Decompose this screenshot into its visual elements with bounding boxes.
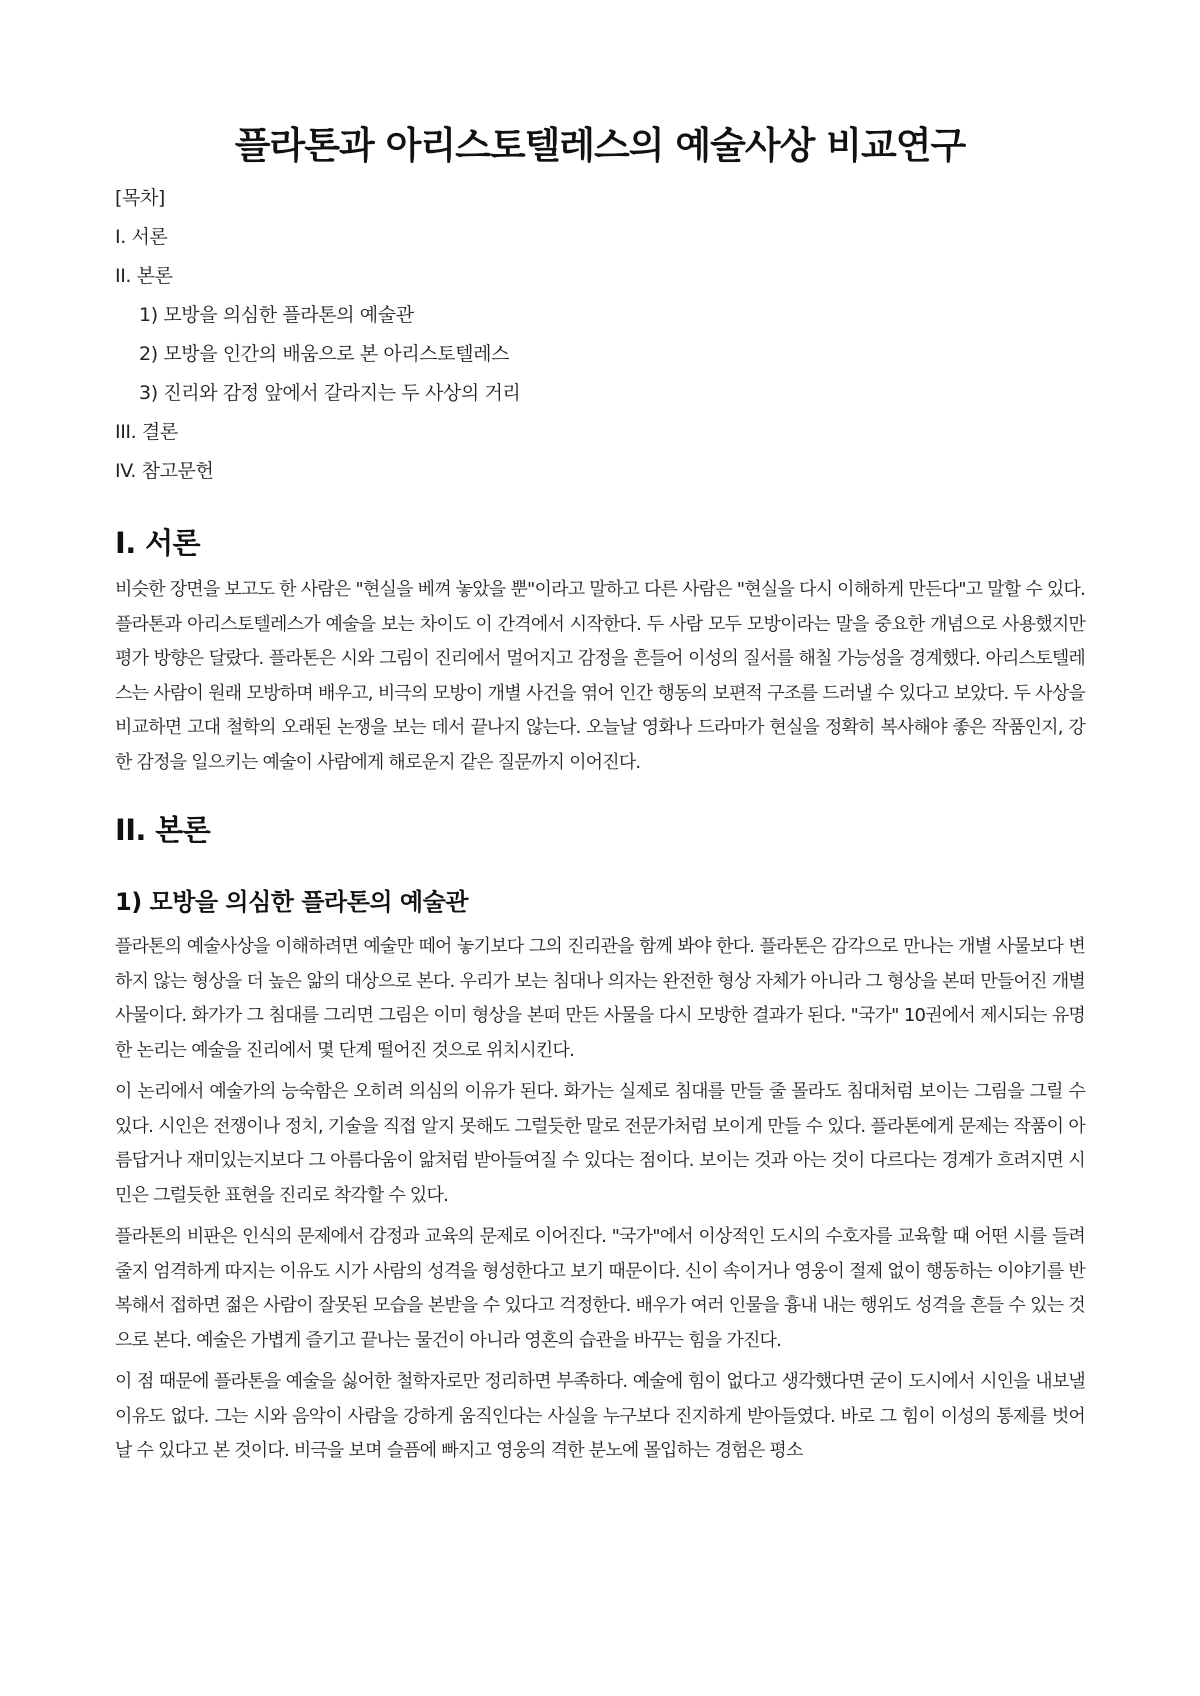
toc-item-intro: I. 서론	[115, 226, 168, 248]
toc-item-body-sub1: 1) 모방을 의심한 플라톤의 예술관	[139, 304, 414, 326]
toc-item-body-sub3: 3) 진리와 감정 앞에서 갈라지는 두 사상의 거리	[139, 382, 521, 404]
subsection-heading-plato: 1) 모방을 의심한 플라톤의 예술관	[115, 888, 468, 916]
section-heading-body: II. 본론	[115, 813, 211, 847]
toc-item-body: II. 본론	[115, 265, 173, 287]
body-paragraph: 플라톤의 비판은 인식의 문제에서 감정과 교육의 문제로 이어진다. "국가"에서 이상적인 도시의 수호자를 교육할 때 어떤 시를 들려줄지 엄격하게 따지는 이유도 시가 사람의 성격을 형성한다고 보기 때문이다. 신이 속이거나 영웅이 절제 없이 행동하는 이야기를 반복해서 접하면 젊은 사람이 잘못된 모습을 본받을 수 있다고 걱정한다. 배우가 여러 인물을 흉내 내는 행위도 성격을 흔들 수 있는 것으로 본다. 예술은 가볍게 즐기고 끝나는 물건이 아니라 영혼의 습관을 바꾸는 힘을 가진다.	[115, 1226, 1085, 1351]
document-title: 플라톤과 아리스토텔레스의 예술사상 비교연구	[234, 124, 966, 167]
toc-item-references: IV. 참고문헌	[115, 460, 214, 482]
body-paragraph: 이 점 때문에 플라톤을 예술을 싫어한 철학자로만 정리하면 부족하다. 예술에 힘이 없다고 생각했다면 굳이 도시에서 시인을 내보낼 이유도 없다. 그는 시와 음악이 사람을 강하게 움직인다는 사실을 누구보다 진지하게 받아들였다. 바로 그 힘이 이성의 통제를 벗어날 수 있다고 본 것이다. 비극을 보며 슬픔에 빠지고 영웅의 격한 분노에 몰입하는 경험은 평소	[115, 1371, 1085, 1461]
intro-paragraph: 비슷한 장면을 보고도 한 사람은 "현실을 베껴 놓았을 뿐"이라고 말하고 다른 사람은 "현실을 다시 이해하게 만든다"고 말할 수 있다. 플라톤과 아리스토텔레스가 예술을 보는 차이도 이 간격에서 시작한다. 두 사람 모두 모방이라는 말을 중요한 개념으로 사용했지만 평가 방향은 달랐다. 플라톤은 시와 그림이 진리에서 멀어지고 감정을 흔들어 이성의 질서를 해칠 가능성을 경계했다. 아리스토텔레스는 사람이 원래 모방하며 배우고, 비극의 모방이 개별 사건을 엮어 인간 행동의 보편적 구조를 드러낼 수 있다고 보았다. 두 사상을 비교하면 고대 철학의 오래된 논쟁을 보는 데서 끝나지 않는다. 오늘날 영화나 드라마가 현실을 정확히 복사해야 좋은 작품인지, 강한 감정을 일으키는 예술이 사람에게 해로운지 같은 질문까지 이어진다.	[115, 579, 1085, 773]
toc-item-body-sub2: 2) 모방을 인간의 배움으로 본 아리스토텔레스	[139, 343, 510, 365]
document-page	[115, 0, 1085, 1469]
body-paragraph: 플라톤의 예술사상을 이해하려면 예술만 떼어 놓기보다 그의 진리관을 함께 봐야 한다. 플라톤은 감각으로 만나는 개별 사물보다 변하지 않는 형상을 더 높은 앎의 대상으로 본다. 우리가 보는 침대나 의자는 완전한 형상 자체가 아니라 그 형상을 본떠 만들어진 개별 사물이다. 화가가 그 침대를 그리면 그림은 이미 형상을 본떠 만든 사물을 다시 모방한 결과가 된다. "국가" 10권에서 제시되는 유명한 논리는 예술을 진리에서 몇 단계 떨어진 것으로 위치시킨다.	[115, 936, 1085, 1061]
table-of-contents	[115, 184, 1085, 496]
toc-item-conclusion: III. 결론	[115, 421, 178, 443]
body-paragraph: 이 논리에서 예술가의 능숙함은 오히려 의심의 이유가 된다. 화가는 실제로 침대를 만들 줄 몰라도 침대처럼 보이는 그림을 그릴 수 있다. 시인은 전쟁이나 정치, 기술을 직접 알지 못해도 그럴듯한 말로 전문가처럼 보이게 만들 수 있다. 플라톤에게 문제는 작품이 아름답거나 재미있는지보다 그 아름다움이 앎처럼 받아들여질 수 있다는 점이다. 보이는 것과 아는 것이 다르다는 경계가 흐려지면 시민은 그럴듯한 표현을 진리로 착각할 수 있다.	[115, 1081, 1085, 1206]
section-heading-intro: I. 서론	[115, 526, 200, 560]
toc-label: [목차]	[115, 187, 165, 209]
